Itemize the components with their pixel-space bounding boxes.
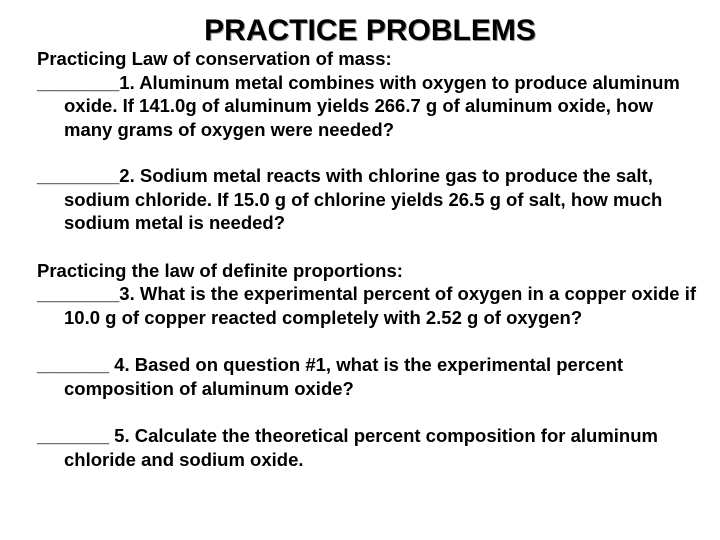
spacer (37, 235, 697, 259)
problem-2: ________2. Sodium metal reacts with chlorine gas to produce the salt, sodium chloride. If 15.0 g of chlorine yields 26.5 g of salt, how much sodium metal is needed? (37, 165, 663, 233)
section-heading-definite-proportions: Practicing the law of definite proportions: (37, 259, 403, 281)
problem-3: ________3. What is the experimental percent of oxygen in a copper oxide if 10.0 g of copper reacted completely with 2.52 g of oxygen? (37, 283, 697, 328)
section-heading-conservation-of-mass: Practicing Law of conservation of mass: (37, 48, 392, 69)
problem-5: _______ 5. Calculate the theoretical percent composition for aluminum chloride and sodium oxide. (37, 425, 658, 470)
spacer (37, 141, 697, 164)
problem-list (37, 47, 697, 471)
page-title: PRACTICE PROBLEMS (204, 14, 536, 47)
problem-1: ________1. Aluminum metal combines with oxygen to produce aluminum oxide. If 141.0g of aluminum yields 266.7 g of aluminum oxide, how many grams of oxygen were needed? (37, 71, 680, 140)
spacer (37, 400, 697, 424)
problem-4: _______ 4. Based on question #1, what is the experimental percent composition of aluminum oxide? (37, 354, 624, 399)
spacer (37, 329, 697, 353)
